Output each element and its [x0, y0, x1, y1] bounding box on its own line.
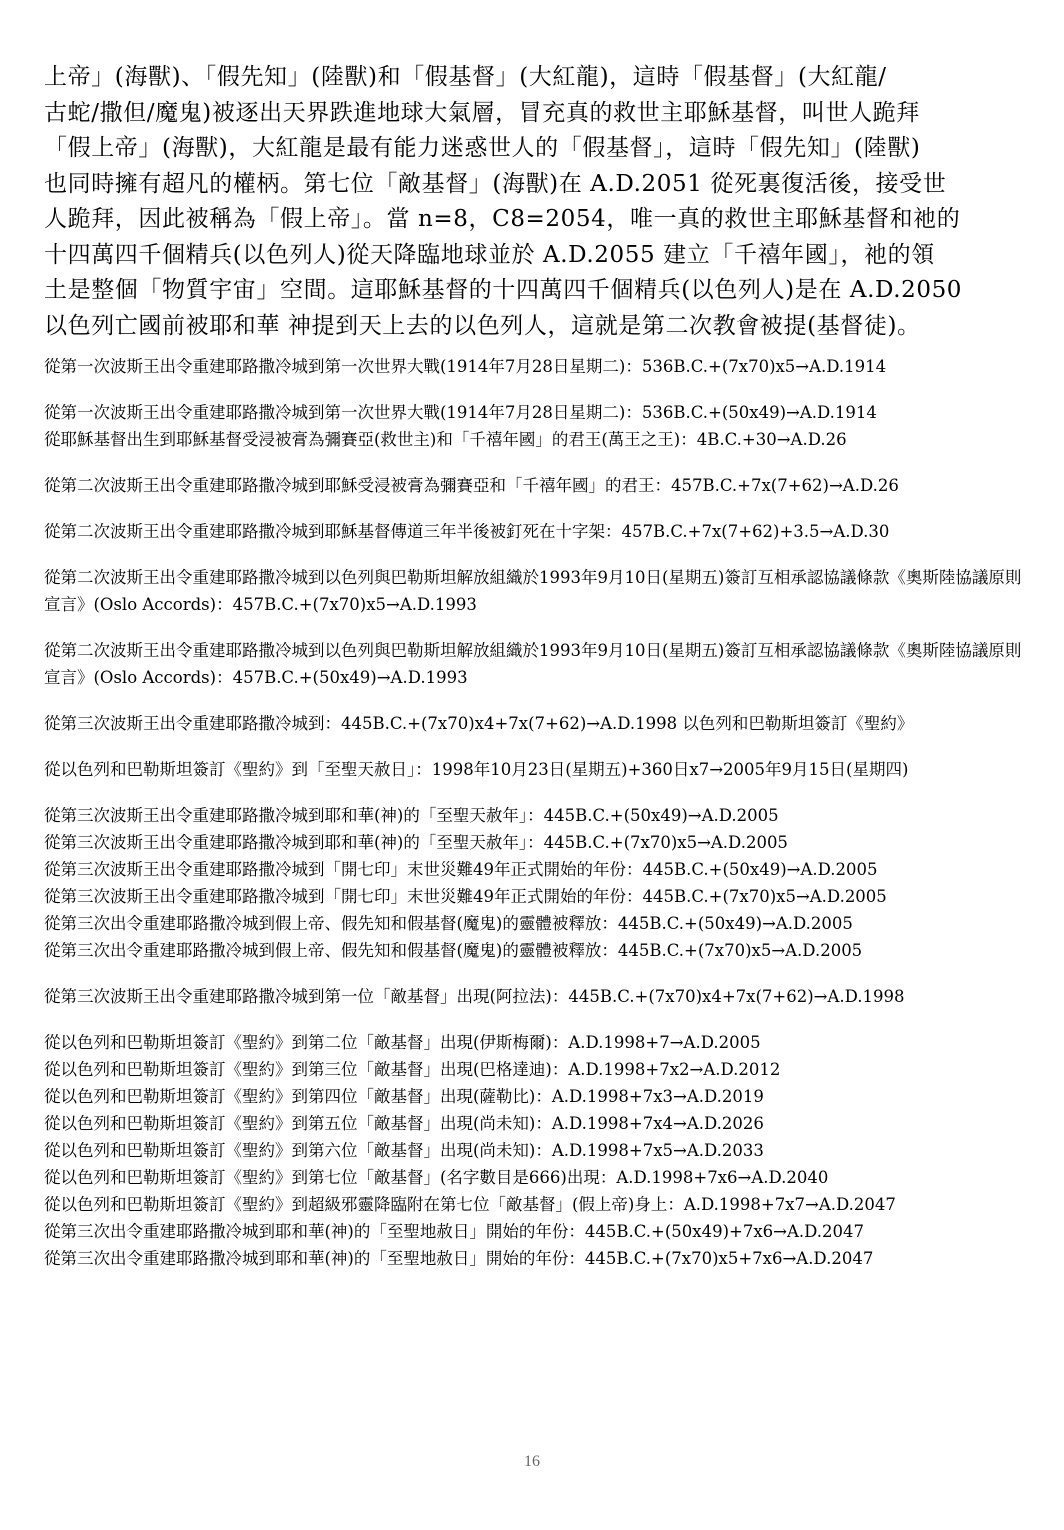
timeline-entry: 從第三次波斯王出令重建耶路撒冷城到耶和華(神)的「至聖天赦年」：445B.C.+(7x70)x5→A.D.2005: [44, 833, 788, 852]
timeline-entries: [44, 353, 1022, 1291]
entry-block: [44, 518, 1022, 545]
timeline-entry: 從第三次波斯王出令重建耶路撒冷城到耶和華(神)的「至聖天赦年」：445B.C.+(50x49)→A.D.2005: [44, 806, 779, 825]
page-number: 16: [524, 1453, 540, 1470]
intro-line: 古蛇/撒但/魔鬼)被逐出天界跌進地球大氣層，冒充真的救世主耶穌基督，叫世人跪拜: [44, 99, 920, 126]
intro-line: 也同時擁有超凡的權柄。第七位「敵基督」(海獸)在 A.D.2051 從死裏復活後，接受世: [44, 170, 947, 197]
timeline-entry: 從第二次波斯王出令重建耶路撒冷城到耶穌基督傳道三年半後被釘死在十字架：457B.C.+7x(7+62)+3.5→A.D.30: [44, 522, 890, 541]
entry-block: [44, 983, 1022, 1010]
entry-block: [44, 353, 1022, 380]
timeline-entry: 從以色列和巴勒斯坦簽訂《聖約》到第七位「敵基督」(名字數目是666)出現：A.D.1998+7x6→A.D.2040: [44, 1168, 829, 1187]
entry-block: [44, 637, 1022, 691]
intro-line: 「假上帝」(海獸)，大紅龍是最有能力迷惑世人的「假基督」，這時「假先知」(陸獸): [44, 135, 921, 161]
timeline-entry: 從以色列和巴勒斯坦簽訂《聖約》到第六位「敵基督」出現(尚未知)：A.D.1998+7x5→A.D.2033: [44, 1141, 764, 1160]
entry-block: [44, 710, 1022, 737]
timeline-entry: 從以色列和巴勒斯坦簽訂《聖約》到第五位「敵基督」出現(尚未知)：A.D.1998+7x4→A.D.2026: [44, 1114, 764, 1133]
timeline-entry: 從第三次出令重建耶路撒冷城到假上帝、假先知和假基督(魔鬼)的靈體被釋放：445B.C.+(50x49)→A.D.2005: [44, 914, 853, 933]
timeline-entry: 從第三次波斯王出令重建耶路撒冷城到第一位「敵基督」出現(阿拉法)：445B.C.+(7x70)x4+7x(7+62)→A.D.1998: [44, 987, 905, 1006]
intro-line: 土是整個「物質宇宙」空間。這耶穌基督的十四萬四千個精兵(以色列人)是在 A.D.2050: [44, 277, 963, 303]
timeline-entry: 從第一次波斯王出令重建耶路撒冷城到第一次世界大戰(1914年7月28日星期二)：536B.C.+(50x49)→A.D.1914: [44, 403, 877, 422]
timeline-entry: 從第二次波斯王出令重建耶路撒冷城到耶穌受浸被膏為彌賽亞和「千禧年國」的君王：457B.C.+7x(7+62)→A.D.26: [44, 476, 899, 495]
timeline-entry: 從以色列和巴勒斯坦簽訂《聖約》到第二位「敵基督」出現(伊斯梅爾)：A.D.1998+7→A.D.2005: [44, 1033, 761, 1052]
intro-paragraph: [44, 60, 1022, 344]
timeline-entry: 從第三次出令重建耶路撒冷城到耶和華(神)的「至聖地赦日」開始的年份：445B.C.+(50x49)+7x6→A.D.2047: [44, 1222, 865, 1241]
timeline-entry: 從第三次波斯王出令重建耶路撒冷城到：445B.C.+(7x70)x4+7x(7+62)→A.D.1998 以色列和巴勒斯坦簽訂《聖約》: [44, 714, 914, 733]
intro-line: 人跪拜，因此被稱為「假上帝」。當 n=8，C8=2054，唯一真的救世主耶穌基督和祂的: [44, 206, 961, 232]
entry-block: [44, 802, 1022, 964]
entry-block: [44, 1029, 1022, 1272]
timeline-entry: 從第三次波斯王出令重建耶路撒冷城到「開七印」末世災難49年正式開始的年份：445B.C.+(7x70)x5→A.D.2005: [44, 887, 887, 906]
timeline-entry: 從以色列和巴勒斯坦簽訂《聖約》到「至聖天赦日」：1998年10月23日(星期五)+360日x7→2005年9月15日(星期四): [44, 760, 909, 779]
intro-line: 以色列亡國前被耶和華 神提到天上去的以色列人，這就是第二次教會被提(基督徒)。: [44, 312, 921, 339]
timeline-entry: 從以色列和巴勒斯坦簽訂《聖約》到第四位「敵基督」出現(薩勒比)：A.D.1998+7x3→A.D.2019: [44, 1087, 764, 1106]
entry-block: [44, 472, 1022, 499]
timeline-entry: 從耶穌基督出生到耶穌基督受浸被膏為彌賽亞(救世主)和「千禧年國」的君王(萬王之王)：4B.C.+30→A.D.26: [44, 430, 847, 449]
entry-block: [44, 756, 1022, 783]
intro-line: 上帝」(海獸)、「假先知」(陸獸)和「假基督」(大紅龍)，這時「假基督」(大紅龍/: [44, 64, 887, 90]
timeline-entry: 從第二次波斯王出令重建耶路撒冷城到以色列與巴勒斯坦解放組織於1993年9月10日(星期五)簽訂互相承認協議條款《奧斯陸協議原則宣言》(Oslo Accords)：457B.C.+(7x70)x5→A.D.1993: [44, 568, 1022, 614]
timeline-entry: 從第二次波斯王出令重建耶路撒冷城到以色列與巴勒斯坦解放組織於1993年9月10日(星期五)簽訂互相承認協議條款《奧斯陸協議原則宣言》(Oslo Accords)：457B.C.+(50x49)→A.D.1993: [44, 641, 1022, 687]
entry-block: [44, 399, 1022, 453]
entry-block: [44, 564, 1022, 618]
timeline-entry: 從第三次出令重建耶路撒冷城到假上帝、假先知和假基督(魔鬼)的靈體被釋放：445B.C.+(7x70)x5→A.D.2005: [44, 941, 863, 960]
timeline-entry: 從第三次出令重建耶路撒冷城到耶和華(神)的「至聖地赦日」開始的年份：445B.C.+(7x70)x5+7x6→A.D.2047: [44, 1249, 874, 1268]
timeline-entry: 從第三次波斯王出令重建耶路撒冷城到「開七印」末世災難49年正式開始的年份：445B.C.+(50x49)→A.D.2005: [44, 860, 878, 879]
timeline-entry: 從以色列和巴勒斯坦簽訂《聖約》到超級邪靈降臨附在第七位「敵基督」(假上帝)身上：A.D.1998+7x7→A.D.2047: [44, 1195, 896, 1214]
intro-line: 十四萬四千個精兵(以色列人)從天降臨地球並於 A.D.2055 建立「千禧年國」，祂的領: [44, 241, 935, 268]
timeline-entry: 從以色列和巴勒斯坦簽訂《聖約》到第三位「敵基督」出現(巴格達迪)：A.D.1998+7x2→A.D.2012: [44, 1060, 781, 1079]
timeline-entry: 從第一次波斯王出令重建耶路撒冷城到第一次世界大戰(1914年7月28日星期二)：536B.C.+(7x70)x5→A.D.1914: [44, 357, 887, 376]
